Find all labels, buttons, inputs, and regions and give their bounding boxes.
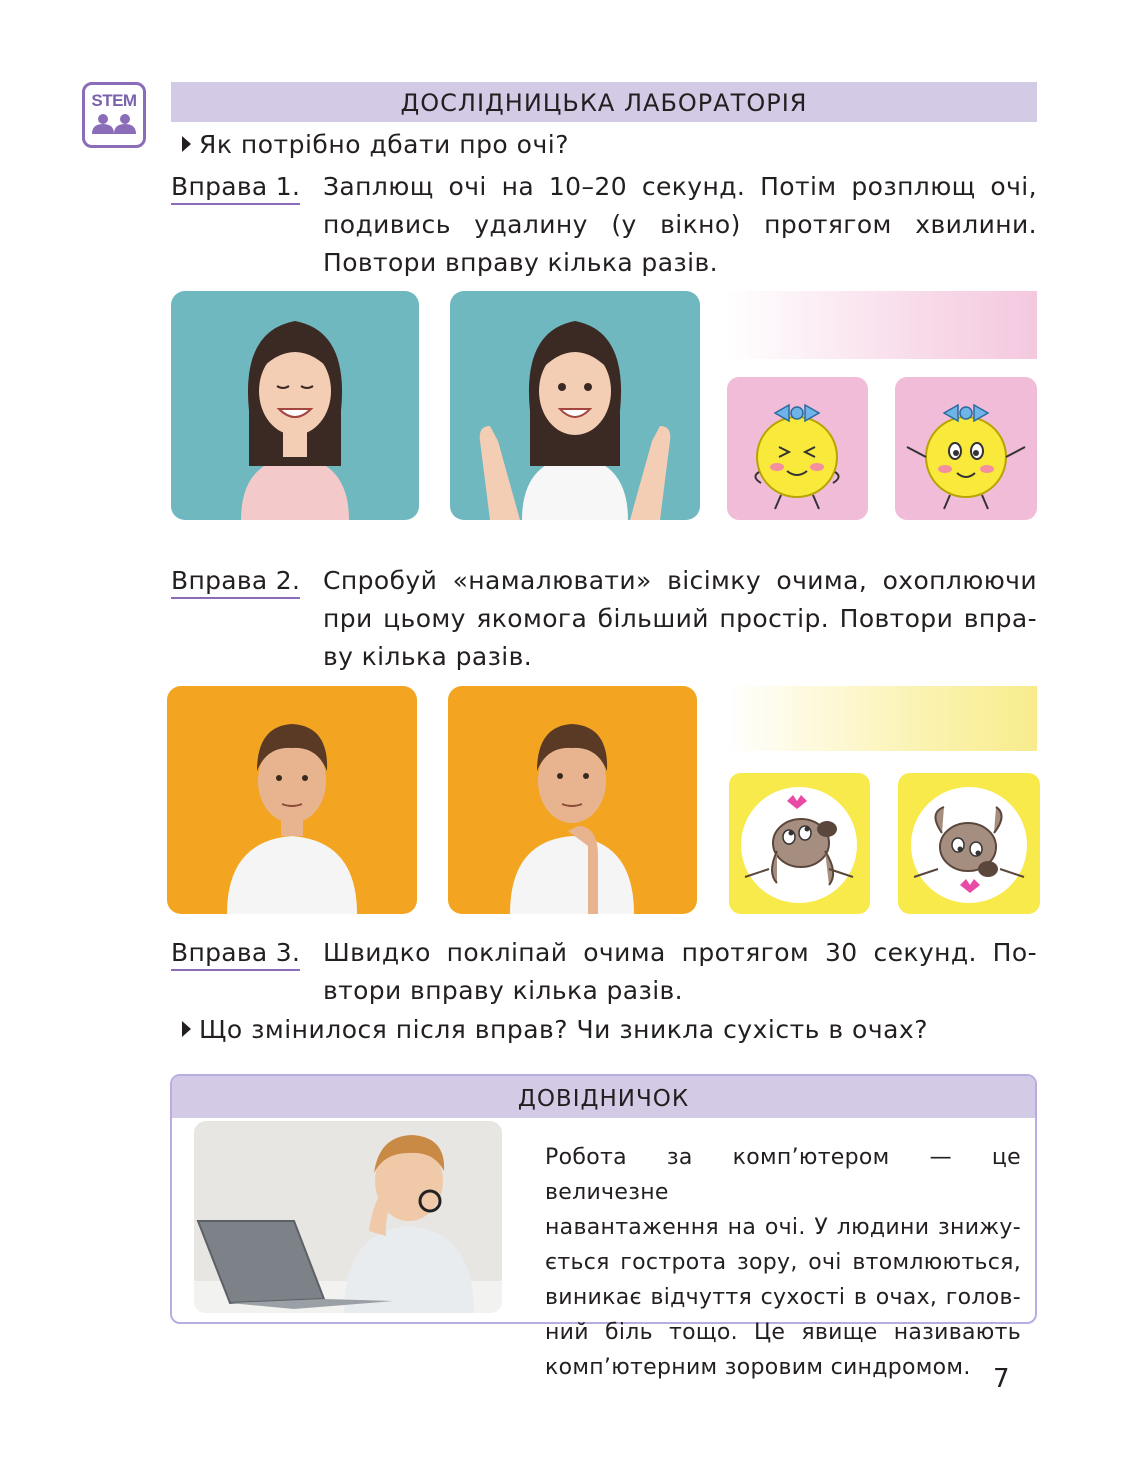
exercise-1-label: Вправа 1. — [171, 172, 300, 205]
exercise-3-line: Швидко покліпай очима протягом 30 секунд. По- — [323, 938, 1037, 967]
exercise-1-line: Заплющ очі на 10–20 секунд. Потім розплющ очі, — [323, 172, 1037, 201]
exercise-2-line: Спробуй «намалювати» вісімку очима, охоплюючи — [323, 566, 1037, 595]
exercise-1-line: подивись удалину (у вікно) протягом хвилини. — [323, 210, 1037, 239]
reference-text — [545, 1140, 1021, 1385]
exercise-3-line: втори вправу кілька разів. — [323, 976, 684, 1005]
question-1-text: Як потрібно дбати про очі? — [199, 130, 569, 159]
stem-badge-label: STEM — [91, 91, 137, 110]
girl-eyes-open-photo — [450, 291, 700, 520]
triangle-bullet-icon — [182, 136, 191, 152]
reference-line: Робота за комп’ютером — це величезне — [545, 1145, 1021, 1205]
cartoon-dog-down — [898, 773, 1040, 914]
boy-looking-up-photo — [167, 686, 417, 914]
yellow-decor-band — [727, 686, 1037, 751]
exercise-3-text — [323, 934, 1037, 1010]
reference-line: навантаження на очі. У людини знижу- — [545, 1215, 1021, 1240]
exercise-2-line: ву кілька разів. — [323, 642, 533, 671]
cartoon-eyes-open — [895, 377, 1037, 520]
exercise-3-label: Вправа 3. — [171, 938, 300, 971]
reference-line: виникає відчуття сухості в очах, голов- — [545, 1285, 1021, 1310]
exercise-2-label: Вправа 2. — [171, 566, 300, 599]
question-2 — [182, 1015, 928, 1044]
stem-badge — [82, 82, 146, 148]
girl-eyes-closed-photo — [171, 291, 419, 520]
reference-line: комп’ютерним зоровим синдромом. — [545, 1355, 971, 1380]
triangle-bullet-icon — [182, 1021, 191, 1037]
pink-decor-band — [727, 291, 1037, 359]
question-2-text: Що змінилося після вправ? Чи зникла сухість в очах? — [199, 1015, 928, 1044]
reference-line: ється гострота зору, очі втомлюються, — [545, 1250, 1021, 1275]
exercise-1-text — [323, 168, 1037, 282]
boy-computer-photo — [194, 1121, 502, 1313]
reference-line: ний біль тощо. Це явище називають — [545, 1320, 1021, 1345]
reference-title: ДОВІДНИЧОК — [172, 1076, 1035, 1118]
exercise-2-text — [323, 562, 1037, 676]
section-header: ДОСЛІДНИЦЬКА ЛАБОРАТОРІЯ — [171, 82, 1037, 122]
cartoon-eyes-closed — [727, 377, 868, 520]
question-1 — [182, 130, 569, 159]
people-icon — [89, 113, 139, 135]
exercise-2-line: при цьому якомога більший простір. Повтори впра- — [323, 604, 1037, 633]
exercise-1-line: Повтори вправу кілька разів. — [323, 248, 718, 277]
cartoon-dog-up — [729, 773, 870, 914]
boy-thinking-photo — [448, 686, 697, 914]
page-number: 7 — [993, 1364, 1010, 1394]
